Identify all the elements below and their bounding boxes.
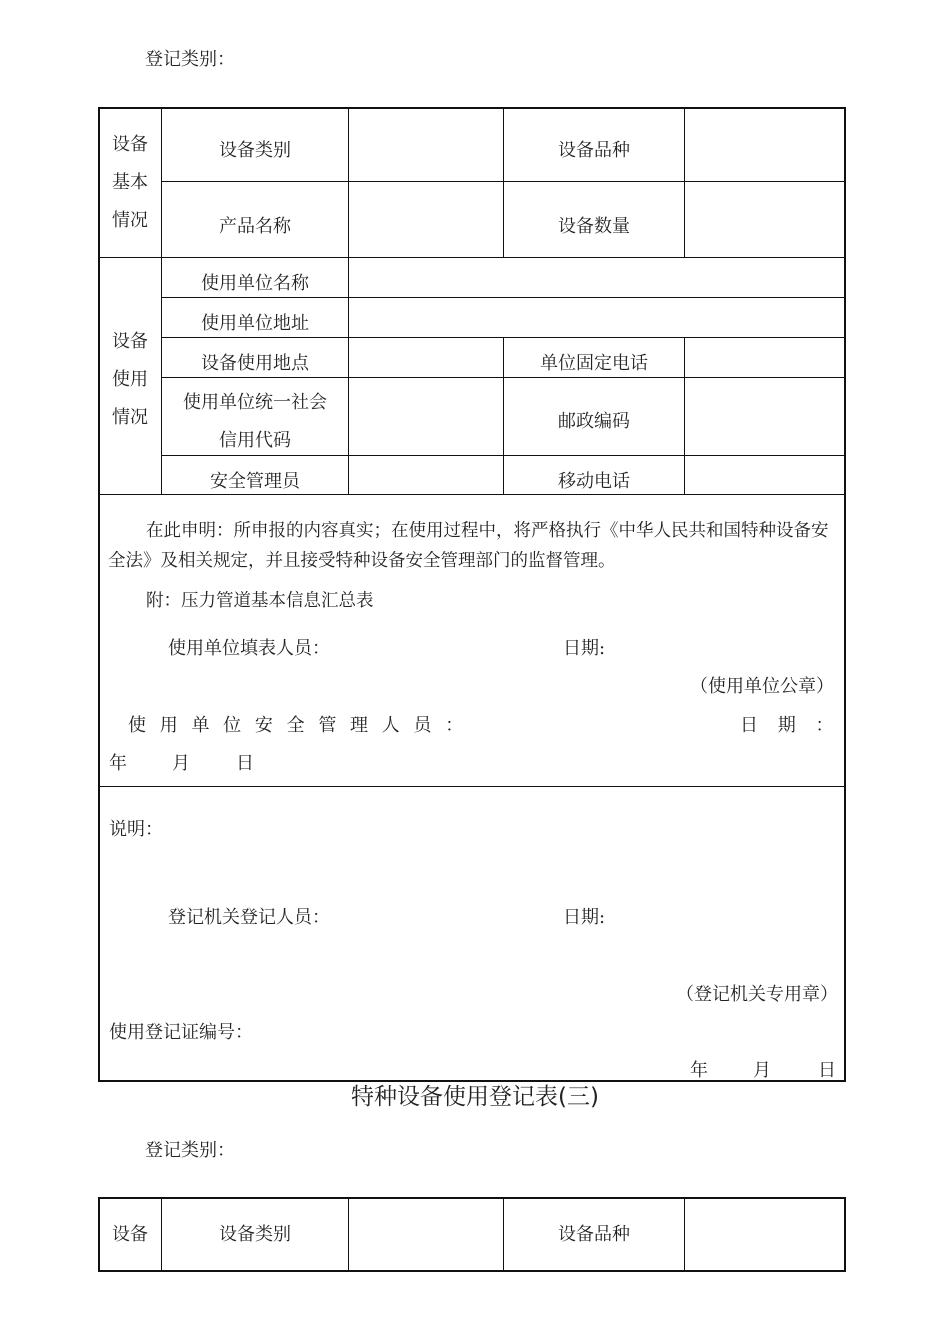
registration-category-label-2: 登记类别： [145, 1140, 235, 1161]
decl-day: 日 [236, 753, 254, 774]
safety-date-label: 日 期 ： [740, 715, 834, 736]
credit-code-label: 使用单位统一社会 信用代码 [183, 392, 327, 451]
equipment-quantity-label: 设备数量 [558, 216, 630, 237]
unit-address-value[interactable] [349, 298, 844, 337]
unit-name-label: 使用单位名称 [201, 273, 309, 294]
decl-year: 年 [109, 753, 127, 774]
equipment-variety-value-2[interactable] [685, 1199, 844, 1270]
certificate-number-label: 使用登记证编号： [109, 1022, 253, 1043]
fixed-phone-label: 单位固定电话 [540, 353, 648, 374]
equipment-variety-label: 设备品种 [558, 140, 630, 161]
unit-address-label: 使用单位地址 [201, 313, 309, 334]
equipment-variety-value[interactable] [685, 109, 844, 181]
basic-info-section-label: 设备 基本 情况 [112, 134, 148, 231]
safety-manager-label: 安全管理员 [210, 471, 300, 492]
registration-seal-label: （登记机关专用章） [676, 984, 838, 1005]
registrar-label: 登记机关登记人员： [168, 907, 330, 928]
mobile-phone-value[interactable] [685, 456, 844, 494]
unit-name-value[interactable] [349, 258, 844, 297]
form-title: 特种设备使用登记表(三) [351, 1084, 599, 1110]
credit-code-value[interactable] [349, 378, 503, 455]
explanation-day: 日 [818, 1060, 836, 1081]
equipment-category-label-2: 设备类别 [219, 1223, 291, 1245]
usage-info-section-label: 设备 使用 情况 [112, 331, 148, 428]
safety-manager-value[interactable] [349, 456, 503, 494]
explanation-label: 说明： [109, 819, 163, 840]
explanation-year: 年 [690, 1060, 708, 1081]
mobile-phone-label: 移动电话 [558, 471, 630, 492]
unit-seal-label: （使用单位公章） [690, 676, 834, 697]
registration-category-label: 登记类别： [145, 49, 235, 70]
explanation-month: 月 [753, 1060, 771, 1081]
equipment-quantity-value[interactable] [685, 182, 844, 257]
filler-date-label: 日期: [563, 638, 606, 659]
equipment-category-value-2[interactable] [349, 1199, 503, 1270]
attachment-note: 附：压力管道基本信息汇总表 [146, 591, 374, 611]
registrar-date-label: 日期: [563, 907, 606, 928]
declaration-statement: 在此申明：所申报的内容真实；在使用过程中，将严格执行《中华人民共和国特种设备安全法》及相关规定，并且接受特种设备安全管理部门的监督管理。 [108, 521, 829, 571]
product-name-label: 产品名称 [219, 216, 291, 237]
equipment-category-value[interactable] [349, 109, 503, 181]
equipment-variety-label-2: 设备品种 [558, 1223, 630, 1245]
use-location-value[interactable] [349, 338, 503, 377]
safety-person-label: 使 用 单 位 安 全 管 理 人 员 ： [128, 715, 464, 736]
fixed-phone-value[interactable] [685, 338, 844, 377]
decl-month: 月 [172, 753, 190, 774]
use-location-label: 设备使用地点 [201, 353, 309, 374]
form-filler-label: 使用单位填表人员： [168, 638, 330, 659]
product-name-value[interactable] [349, 182, 503, 257]
equipment-category-label: 设备类别 [219, 140, 291, 161]
postal-code-value[interactable] [685, 378, 844, 455]
basic-info-section-label-2: 设备 [112, 1223, 148, 1245]
postal-code-label: 邮政编码 [558, 411, 630, 432]
